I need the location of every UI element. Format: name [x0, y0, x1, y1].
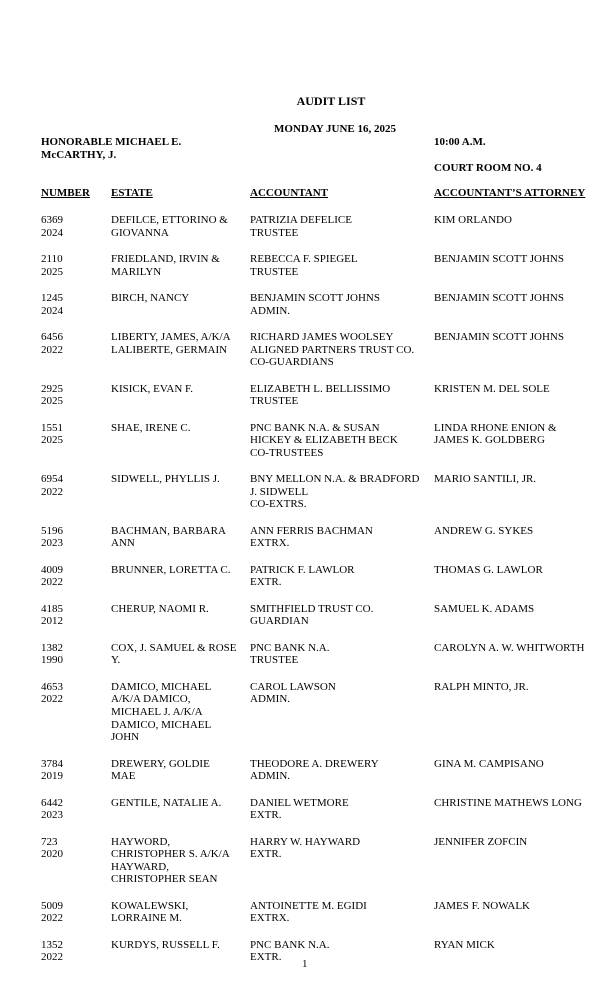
case-number: 4653 2022: [41, 680, 63, 706]
case-number: 4009 2022: [41, 563, 63, 589]
case-number: 1551 2025: [41, 421, 63, 447]
estate-name: SIDWELL, PHYLLIS J.: [111, 473, 220, 486]
estate-name: DAMICO, MICHAEL A/K/A DAMICO, MICHAEL J. A/K/A DAMICO, MICHAEL JOHN: [111, 680, 212, 744]
attorney-name: BENJAMIN SCOTT JOHNS: [434, 253, 564, 265]
estate-name: GENTILE, NATALIE A.: [111, 796, 222, 809]
attorney-name: RALPH MINTO, JR.: [434, 680, 529, 693]
page-number: 1: [302, 958, 308, 970]
case-number: 6456 2022: [41, 331, 63, 356]
estate-name: BACHMAN, BARBARA ANN: [111, 524, 226, 550]
attorney-name: SAMUEL K. ADAMS: [434, 602, 535, 615]
table-row: [0, 642, 612, 681]
table-row: [0, 214, 612, 253]
attorney-name: ANDREW G. SYKES: [434, 524, 534, 537]
hearing-time: 10:00 A.M.: [434, 136, 486, 148]
table-row: [0, 900, 612, 939]
estate-name: KOWALEWSKI, LORRAINE M.: [111, 899, 189, 925]
audit-list-table: [0, 214, 612, 978]
accountant-name: BENJAMIN SCOTT JOHNS ADMIN.: [250, 292, 380, 317]
table-row: [0, 681, 612, 758]
attorney-name: BENJAMIN SCOTT JOHNS: [434, 331, 564, 343]
estate-name: COX, J. SAMUEL & ROSE Y.: [111, 641, 237, 667]
accountant-name: HARRY W. HAYWARD EXTR.: [250, 835, 361, 861]
attorney-name: RYAN MICK: [434, 938, 495, 951]
case-number: 2110 2025: [41, 253, 63, 278]
estate-name: BRUNNER, LORETTA C.: [111, 563, 231, 576]
attorney-name: MARIO SANTILI, JR.: [434, 473, 537, 486]
accountant-name: DANIEL WETMORE EXTR.: [250, 796, 349, 822]
estate-name: SHAE, IRENE C.: [111, 421, 191, 434]
estate-name: KURDYS, RUSSELL F.: [111, 938, 220, 951]
attorney-name: GINA M. CAMPISANO: [434, 757, 544, 770]
column-header-number: NUMBER: [41, 187, 90, 199]
case-number: 1352 2022: [41, 938, 63, 964]
estate-name: KISICK, EVAN F.: [111, 382, 194, 395]
accountant-name: ANN FERRIS BACHMAN EXTRX.: [250, 524, 373, 550]
table-row: [0, 525, 612, 564]
column-header-estate: ESTATE: [111, 187, 153, 199]
table-row: [0, 331, 612, 383]
accountant-name: BNY MELLON N.A. & BRADFORD J. SIDWELL CO-EXTRS.: [250, 473, 420, 511]
accountant-name: PATRICK F. LAWLOR EXTR.: [250, 563, 355, 589]
attorney-name: BENJAMIN SCOTT JOHNS: [434, 292, 564, 304]
accountant-name: REBECCA F. SPIEGEL TRUSTEE: [250, 253, 358, 278]
accountant-name: ELIZABETH L. BELLISSIMO TRUSTEE: [250, 382, 391, 408]
estate-name: HAYWORD, CHRISTOPHER S. A/K/A HAYWARD, CHRISTOPHER SEAN: [111, 835, 230, 886]
attorney-name: CHRISTINE MATHEWS LONG: [434, 796, 582, 809]
case-number: 6442 2023: [41, 796, 63, 822]
accountant-name: PNC BANK N.A. & SUSAN HICKEY & ELIZABETH BECK CO-TRUSTEES: [250, 421, 398, 459]
accountant-name: PNC BANK N.A. EXTR.: [250, 938, 330, 964]
case-number: 723 2020: [41, 835, 63, 861]
accountant-name: PNC BANK N.A. TRUSTEE: [250, 641, 330, 667]
estate-name: LIBERTY, JAMES, A/K/A LALIBERTE, GERMAIN: [111, 331, 231, 356]
case-number: 2925 2025: [41, 382, 63, 408]
attorney-name: LINDA RHONE ENION & JAMES K. GOLDBERG: [434, 421, 557, 447]
case-number: 3784 2019: [41, 757, 63, 783]
case-number: 1382 1990: [41, 641, 63, 667]
table-row: [0, 797, 612, 836]
table-row: [0, 422, 612, 474]
estate-name: DEFILCE, ETTORINO & GIOVANNA: [111, 214, 228, 239]
accountant-name: PATRIZIA DEFELICE TRUSTEE: [250, 214, 352, 239]
accountant-name: RICHARD JAMES WOOLSEY ALIGNED PARTNERS TRUST CO. CO-GUARDIANS: [250, 331, 415, 369]
table-row: [0, 292, 612, 331]
attorney-name: KIM ORLANDO: [434, 214, 512, 226]
column-header-accountant: ACCOUNTANT: [250, 187, 329, 199]
case-number: 5009 2022: [41, 899, 63, 925]
estate-name: CHERUP, NAOMI R.: [111, 602, 209, 615]
document-title: AUDIT LIST: [296, 94, 366, 108]
attorney-name: CAROLYN A. W. WHITWORTH: [434, 641, 585, 654]
table-row: [0, 603, 612, 642]
attorney-name: THOMAS G. LAWLOR: [434, 563, 543, 576]
attorney-name: JENNIFER ZOFCIN: [434, 835, 528, 848]
accountant-name: THEODORE A. DREWERY ADMIN.: [250, 757, 379, 783]
column-header-attorney: ACCOUNTANT’S ATTORNEY: [434, 187, 586, 199]
attorney-name: KRISTEN M. DEL SOLE: [434, 382, 550, 395]
case-number: 1245 2024: [41, 292, 63, 317]
estate-name: DREWERY, GOLDIE MAE: [111, 757, 210, 783]
table-row: [0, 564, 612, 603]
table-row: [0, 253, 612, 292]
table-row: [0, 383, 612, 422]
hearing-date: MONDAY JUNE 16, 2025: [274, 123, 397, 135]
table-row: [0, 758, 612, 797]
case-number: 6954 2022: [41, 473, 63, 498]
accountant-name: SMITHFIELD TRUST CO. GUARDIAN: [250, 602, 374, 628]
case-number: 4185 2012: [41, 602, 63, 628]
judge-name: HONORABLE MICHAEL E. McCARTHY, J.: [41, 136, 182, 161]
accountant-name: CAROL LAWSON ADMIN.: [250, 680, 336, 706]
estate-name: BIRCH, NANCY: [111, 292, 190, 304]
case-number: 5196 2023: [41, 524, 63, 550]
accountant-name: ANTOINETTE M. EGIDI EXTRX.: [250, 899, 367, 925]
court-room: COURT ROOM NO. 4: [434, 162, 542, 174]
attorney-name: JAMES F. NOWALK: [434, 899, 530, 912]
table-row: [0, 836, 612, 900]
estate-name: FRIEDLAND, IRVIN & MARILYN: [111, 253, 220, 278]
table-row: [0, 473, 612, 525]
case-number: 6369 2024: [41, 214, 63, 239]
